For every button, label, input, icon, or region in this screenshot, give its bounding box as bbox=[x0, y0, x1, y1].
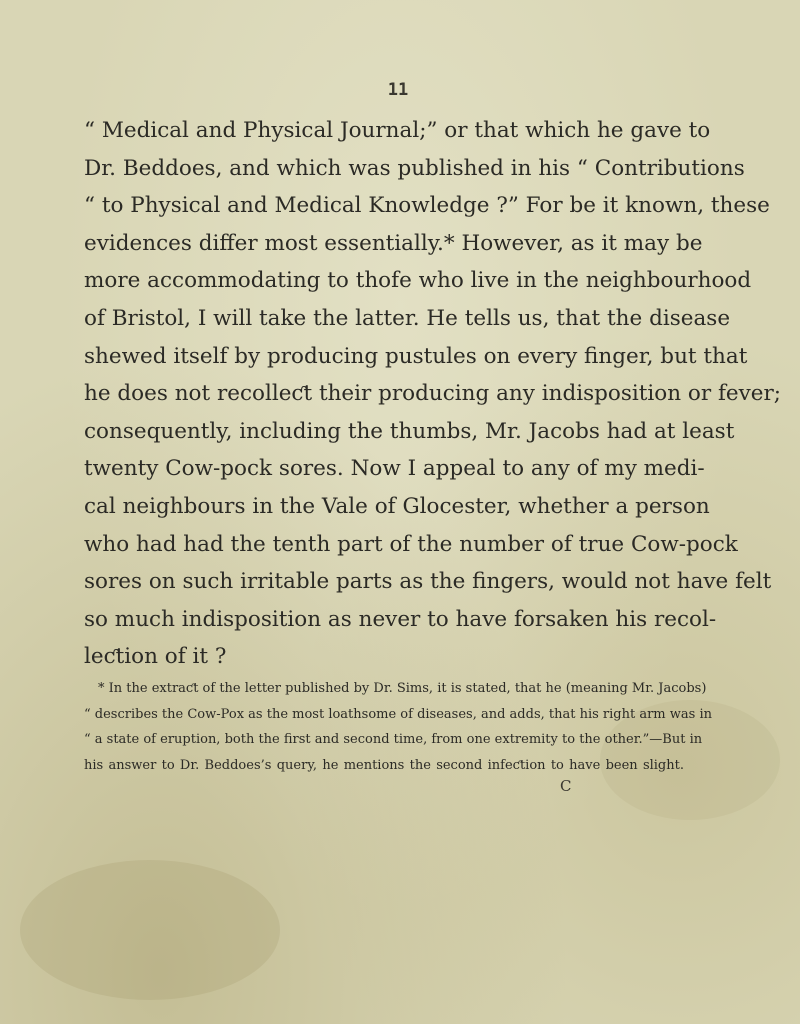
footnote-line: * In the extraƈt of the letter published by Dr. Sims, it is stated, that he (meaning Mr. Jacobs) bbox=[98, 681, 707, 696]
text-line: leƈtion of it ? bbox=[84, 644, 227, 670]
text-line: “ Medical and Physical Journal;” or that which he gave to bbox=[84, 118, 711, 143]
text-line: sores on such irritable parts as the fingers, would not have felt bbox=[84, 569, 772, 595]
text-line: consequently, including the thumbs, Mr. Jacobs had at least bbox=[84, 418, 735, 444]
text-line: of Bristol, I will take the latter. He tells us, that the disease bbox=[84, 305, 731, 331]
footnote-line: “ describes the Cow-Pox as the most loathsome of diseases, and adds, that his right arm was in bbox=[84, 706, 712, 722]
signature-mark: C bbox=[560, 777, 572, 795]
text-line: more accommodating to thofe who live in the neighbourhood bbox=[84, 268, 752, 294]
text-line: “ to Physical and Medical Knowledge ?” For be it known, these bbox=[84, 193, 770, 219]
text-line: so much indisposition as never to have forsaken his recol- bbox=[84, 606, 717, 632]
text-line: twenty Cow-pock sores. Now I appeal to any of my medi- bbox=[84, 456, 705, 482]
footnote-line: his answer to Dr. Beddoes’s query, he mentions the second infeƈtion to have been slight. bbox=[84, 757, 684, 773]
paper-stain bbox=[20, 860, 280, 1000]
text-line: he does not recolleƈt their producing any indisposition or fever; bbox=[84, 381, 782, 407]
page-number: 11 bbox=[387, 80, 409, 100]
text-line: who had had the tenth part of the number of true Cow-pock bbox=[84, 531, 738, 557]
text-line: cal neighbours in the Vale of Glocester, whether a person bbox=[84, 493, 710, 519]
main-text bbox=[84, 112, 782, 676]
text-line: evidences differ most essentially.* However, as it may be bbox=[84, 230, 703, 256]
footnote-line: “ a state of eruption, both the first and second time, from one extremity to the other.”—But in bbox=[84, 732, 703, 747]
footnote bbox=[84, 676, 712, 778]
text-line: Dr. Beddoes, and which was published in his “ Contributions bbox=[84, 155, 745, 181]
text-line: shewed itself by producing pustules on every finger, but that bbox=[84, 343, 748, 369]
